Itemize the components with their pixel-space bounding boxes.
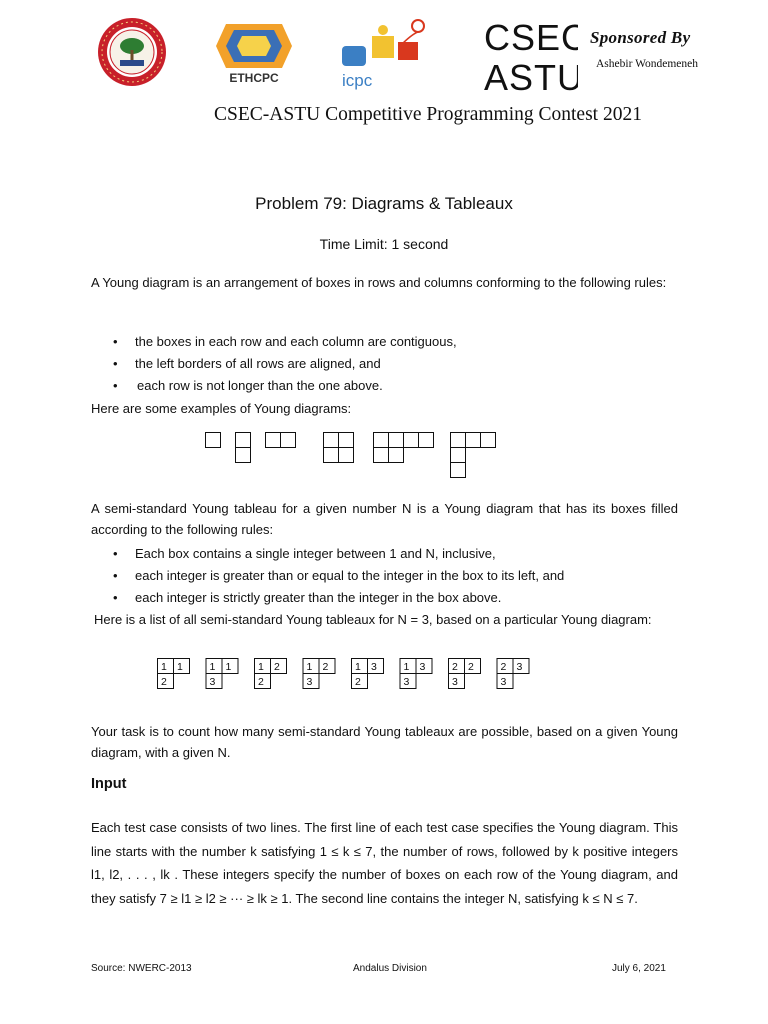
tableau-value: 2	[468, 661, 474, 673]
young-diagram-box	[339, 433, 354, 448]
tableau-value: 3	[403, 676, 410, 688]
young-diagram-box	[404, 433, 419, 448]
young-diagram-examples	[190, 424, 520, 486]
young-diagram-box	[281, 433, 296, 448]
young-diagram	[266, 433, 296, 448]
young-tableau	[352, 659, 384, 689]
tableau-value: 2	[161, 676, 167, 688]
young-tableau	[497, 659, 529, 689]
tableau-value: 1	[355, 661, 361, 673]
tableau-rule-text: Each box contains a single integer between 1 and N, inclusive,	[135, 546, 496, 561]
task-paragraph: Your task is to count how many semi-standard Young tableaux are possible, based on a given Young diagram, with a given N.	[91, 724, 678, 760]
tableau-value: 2	[452, 661, 458, 673]
young-diagram-box	[466, 433, 481, 448]
ethcpc-logo-text: ETHCPC	[229, 71, 279, 85]
young-tableau	[206, 659, 238, 689]
young-diagram-box	[339, 448, 354, 463]
young-tableau	[303, 659, 335, 689]
young-diagram-box	[451, 433, 466, 448]
young-diagram-box	[389, 448, 404, 463]
input-paragraph: Each test case consists of two lines. The first line of each test case specifies the Young diagram. This line starts with the number k satisfying 1 ≤ k ≤ 7, the number of rows, followed by k positive integers l1, l2, . . . , lk . These integers specify the number of boxes on each row of the Young diagram, and they satisfy 7 ≥ l1 ≥ l2 ≥ ··· ≥ lk ≥ 1. The second line contains the integer N, satisfying k ≤ N ≤ 7.	[91, 820, 678, 906]
young-diagram-box	[266, 433, 281, 448]
tableau-value: 1	[258, 661, 264, 673]
tableau-value: 3	[500, 676, 507, 688]
tableau-rule-text: each integer is greater than or equal to the integer in the box to its left, and	[135, 568, 565, 583]
tableau-value: 1	[177, 661, 183, 673]
young-diagram	[324, 433, 354, 463]
young-diagram-box	[451, 448, 466, 463]
young-diagram-box	[374, 433, 389, 448]
tableau-value: 3	[452, 676, 458, 688]
icpc-logo-text: icpc	[342, 71, 373, 90]
young-diagram-box	[206, 433, 221, 448]
tableau-value: 1	[306, 661, 313, 673]
young-tableau	[158, 659, 190, 689]
young-diagram-box	[389, 433, 404, 448]
footer-source: Source: NWERC-2013	[91, 963, 192, 974]
tableau-value: 3	[371, 661, 377, 673]
input-heading: Input	[91, 776, 127, 792]
rule-text: each row is not longer than the one above.	[137, 378, 383, 393]
young-diagram-box	[324, 448, 339, 463]
rule-text: the boxes in each row and each column are contiguous,	[135, 334, 457, 349]
tableau-value: 2	[500, 661, 507, 673]
young-diagram	[236, 433, 251, 463]
csec-logo-line2: ASTU	[484, 57, 578, 96]
young-tableau	[255, 659, 287, 689]
young-tableau	[449, 659, 481, 689]
tableaux-label: Here is a list of all semi-standard Young tableaux for N = 3, based on a particular Young diagram:	[94, 612, 652, 627]
intro-paragraph: A Young diagram is an arrangement of boxes in rows and columns conforming to the following rules:	[91, 275, 667, 290]
young-tableau	[400, 659, 432, 689]
tableau-value: 1	[225, 661, 232, 673]
sponsor-name: Ashebir Wondemeneh	[596, 58, 699, 70]
young-diagram-box	[481, 433, 496, 448]
young-diagram-box	[374, 448, 389, 463]
csec-astu-logo	[482, 14, 578, 96]
young-diagram-box	[236, 433, 251, 448]
footer-date: July 6, 2021	[612, 963, 666, 974]
tableau-value: 1	[403, 661, 410, 673]
contest-title: CSEC-ASTU Competitive Programming Contest 2021	[214, 104, 642, 125]
problem-title: Problem 79: Diagrams & Tableaux	[255, 194, 513, 213]
young-diagram-box	[324, 433, 339, 448]
tableau-value: 2	[274, 661, 280, 673]
time-limit: Time Limit: 1 second	[319, 236, 449, 252]
tableau-value: 2	[322, 661, 329, 673]
young-diagram	[451, 433, 496, 478]
icpc-logo	[338, 16, 442, 94]
young-diagram-box	[451, 463, 466, 478]
tableau-value: 1	[209, 661, 216, 673]
tableau-value: 3	[419, 661, 426, 673]
tableau-value: 2	[258, 676, 264, 688]
tableau-intro-paragraph: A semi-standard Young tableau for a given number N is a Young diagram that has its boxes filled according to the following rules:	[91, 501, 678, 537]
young-diagram-box	[236, 448, 251, 463]
young-diagram	[374, 433, 434, 463]
tableau-value: 1	[161, 661, 167, 673]
tableau-value: 2	[355, 676, 361, 688]
young-diagram	[206, 433, 221, 448]
university-seal-logo	[96, 16, 168, 88]
sponsor-title: Sponsored By	[590, 28, 691, 47]
tableaux-examples	[156, 656, 536, 694]
examples-label: Here are some examples of Young diagrams:	[91, 401, 352, 416]
young-diagram-box	[419, 433, 434, 448]
tableau-rule-text: each integer is strictly greater than the integer in the box above.	[135, 590, 502, 605]
tableau-value: 3	[516, 661, 523, 673]
footer-division: Andalus Division	[353, 963, 427, 974]
ethcpc-logo	[214, 18, 294, 90]
csec-logo-line1: CSEC	[484, 17, 578, 58]
tableau-value: 3	[209, 676, 216, 688]
rule-text: the left borders of all rows are aligned, and	[135, 356, 381, 371]
tableau-value: 3	[306, 676, 313, 688]
